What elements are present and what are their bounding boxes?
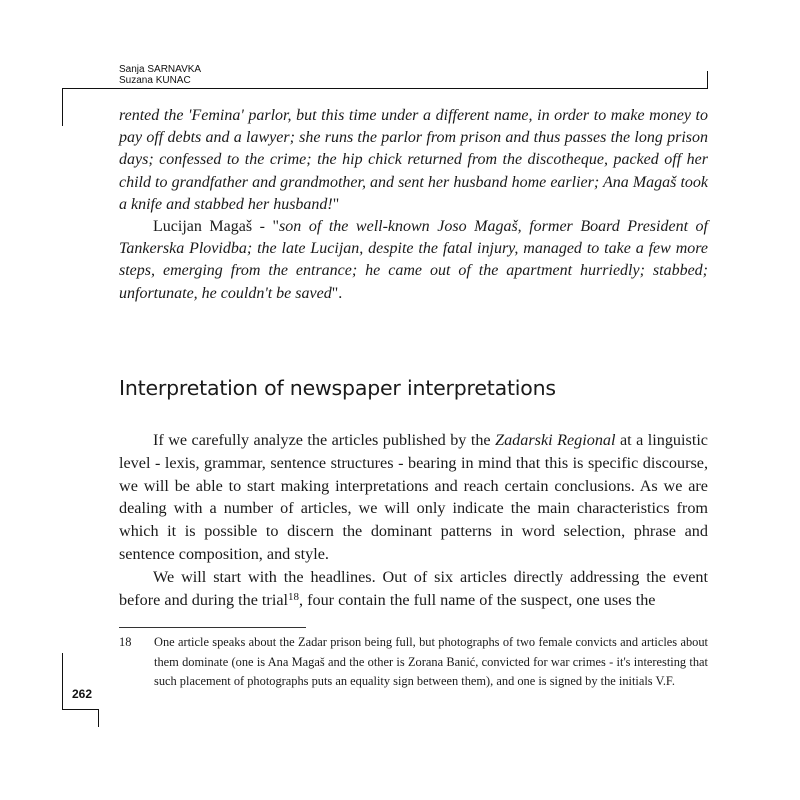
quote-close-1: "	[332, 195, 340, 213]
quote-text-2: son of the well-known Joso Magaš, former Board President of Tankerska Plovidba; the late Lucijan, despite the fatal injury, managed to take a few more steps, emerging from the entrance; he came out of the apartment hurriedly; stabbed; unfortunate, he couldn't be saved	[119, 218, 709, 302]
quote-paragraph-2	[119, 216, 708, 305]
running-head	[119, 64, 201, 86]
author-1: Sanja SARNAVKA	[119, 64, 202, 75]
footnote-text: One article speaks about the Zadar prison being full, but photographs of two female convicts and articles about them dominate (one is Ana Magaš and the other is Zorana Banić, convicted for war crimes - it's interesting that such placement of photographs puts an equality sign between them), and one is signed by the initials V.F.	[154, 635, 708, 689]
section-p1-a: If we carefully analyze the articles published by the	[153, 431, 496, 449]
section-paragraph-2	[119, 566, 708, 612]
page-number-rule-right	[98, 709, 99, 727]
footnote-number: 18	[119, 635, 132, 649]
quote-close-2: ".	[331, 284, 343, 302]
page-number-rule-bottom	[62, 709, 99, 710]
section-p2-a: We will start with the headlines. Out of six articles directly addressing the event before and during the trial	[119, 567, 708, 609]
section-p1-b: at a linguistic level - lexis, grammar, sentence structures - bearing in mind that this is specific discourse, we will be able to start making interpretations and reach certain conclusions. As we are dealing with a number of articles, we will only indicate the main characteristics from which it is possible to discern the dominant patterns in word selection, phrase and sentence composition, and style.	[119, 431, 708, 563]
quote-text-1: rented the 'Femina' parlor, but this time under a different name, in order to make money to pay off debts and a lawyer; she runs the parlor from prison and thus passes the long prison days; confessed to the crime; the hip chick returned from the discotheque, packed off her child to grandfather and grandmother, and sent her husband home earlier; Ana Magaš took a knife and stabbed her husband!	[119, 107, 708, 213]
section-body	[119, 429, 708, 611]
author-2: Suzana KUNAC	[119, 75, 191, 86]
quote-block	[119, 105, 708, 305]
section-p2-b: , four contain the full name of the suspect, one uses the	[299, 590, 656, 609]
quote-lead-2: Lucijan Magaš - "	[153, 218, 280, 236]
header-rule-horizontal	[62, 88, 708, 89]
page-number: 262	[72, 687, 93, 701]
footnote	[119, 633, 708, 692]
page-number-rule-top	[62, 653, 63, 710]
header-rule-left-tick	[62, 88, 63, 126]
quote-paragraph-1	[119, 105, 708, 216]
footnote-reference[interactable]: 18	[288, 590, 300, 603]
section-paragraph-1	[119, 429, 708, 566]
newspaper-title: Zadarski Regional	[495, 431, 616, 449]
section-heading: Interpretation of newspaper interpretations	[119, 376, 556, 400]
footnote-rule	[119, 627, 306, 628]
header-rule-right-tick	[707, 71, 708, 89]
